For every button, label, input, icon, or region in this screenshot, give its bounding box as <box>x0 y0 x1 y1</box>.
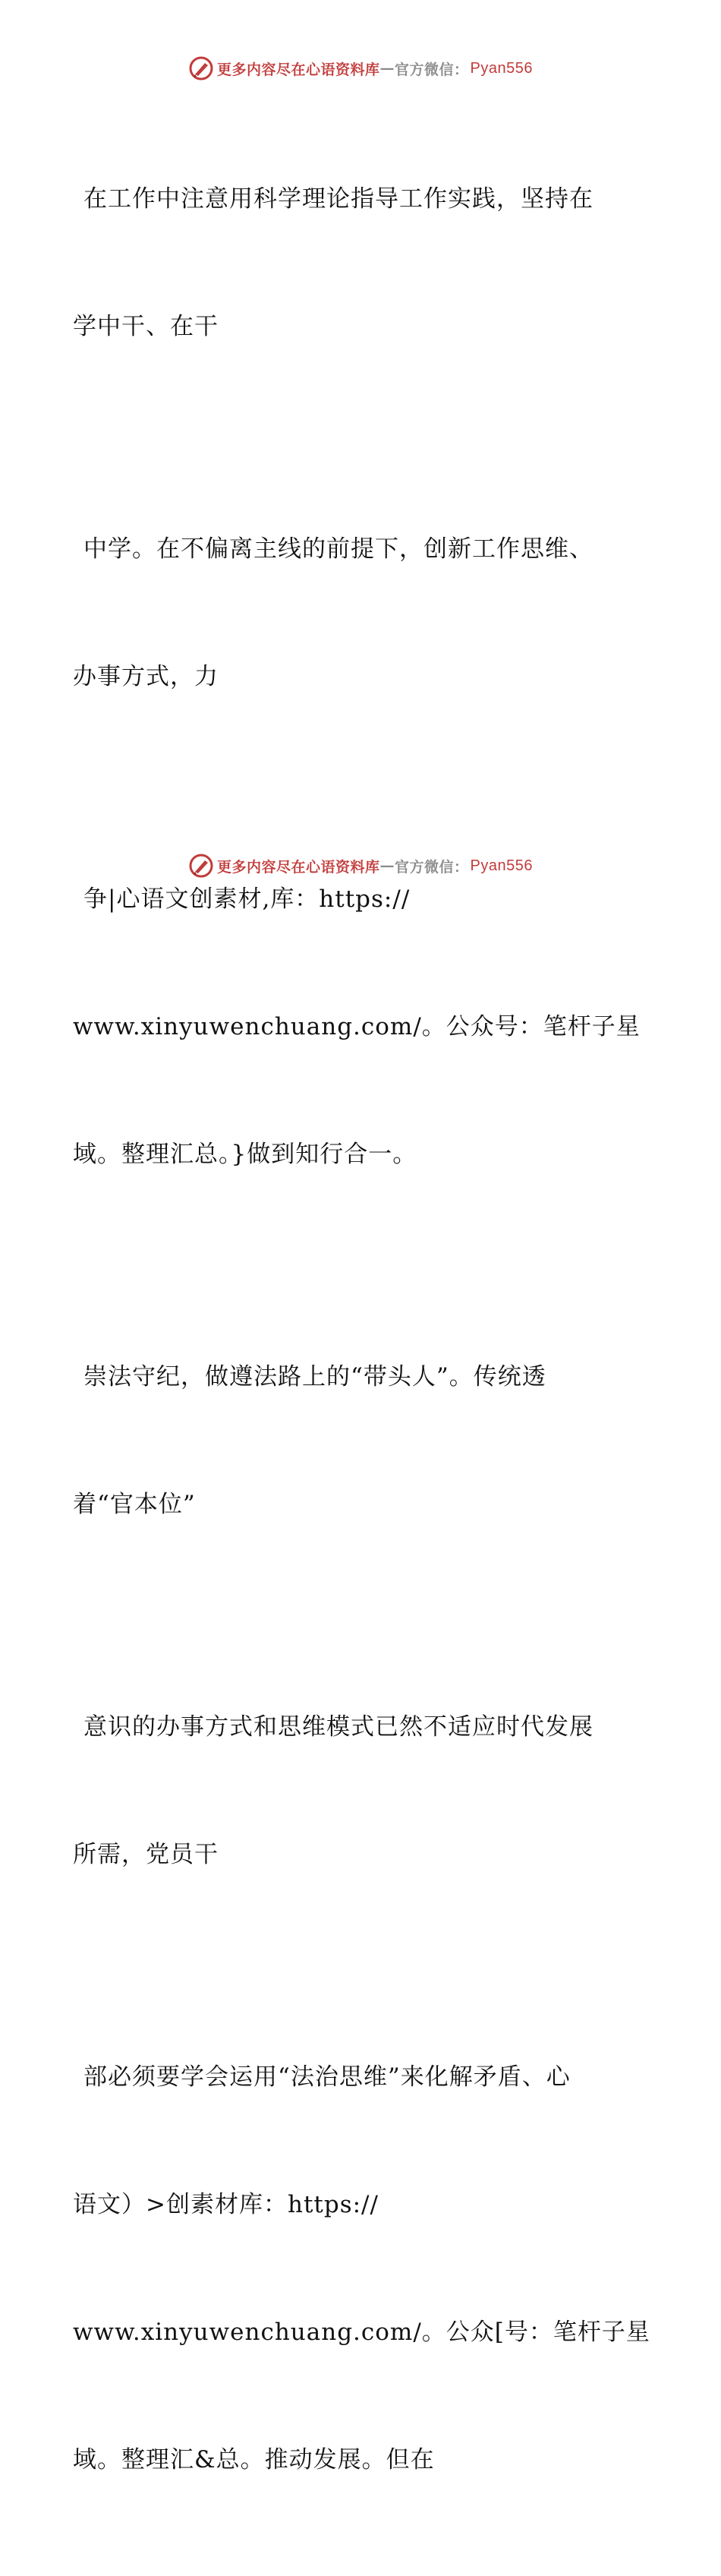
banner-site-text: 更多内容尽在心语资料库 <box>217 61 380 78</box>
paragraph-line: 在工作中注意用科学理论指导工作实践，坚持在 <box>83 185 593 213</box>
paragraph-6 <box>73 1971 650 2566</box>
paragraph-line: www.xinyuwenchuang.com/。公众[号：笔杆子星 <box>73 2319 650 2346</box>
pen-logo-icon <box>188 853 214 879</box>
paragraph-line: 域。整理汇&总。推动发展。但在 <box>73 2446 435 2473</box>
footer-banner <box>0 851 721 881</box>
document-body <box>73 93 650 2576</box>
paragraph-2 <box>73 443 650 783</box>
paragraph-line: 着“官本位” <box>73 1491 196 1518</box>
pen-logo-icon <box>188 55 214 81</box>
banner-dash: — <box>379 857 395 874</box>
paragraph-line: 意识的办事方式和思维模式已然不适应时代发展 <box>83 1713 593 1741</box>
paragraph-5 <box>73 1621 650 1961</box>
banner-dash: — <box>379 60 395 77</box>
paragraph-line: 所需，党员干 <box>73 1841 219 1868</box>
paragraph-line: 崇法守纪，做遵法路上的“带头人”。传统透 <box>83 1363 546 1391</box>
banner-wechat-id: Pyan556 <box>470 59 533 77</box>
banner-site-text: 更多内容尽在心语资料库 <box>217 858 380 876</box>
banner-wechat-label: 官方微信： <box>395 61 469 78</box>
banner-wechat-id: Pyan556 <box>470 857 533 874</box>
banner-wechat-label: 官方微信： <box>395 858 469 876</box>
paragraph-line: 部必须要学会运用“法治思维”来化解矛盾、心 <box>83 2063 571 2091</box>
header-banner <box>0 53 721 84</box>
paragraph-line: 域。整理汇总。}做到知行合一。 <box>73 1141 417 1168</box>
paragraph-line: 中学。在不偏离主线的前提下，创新工作思维、 <box>83 535 593 563</box>
paragraph-4 <box>73 1271 650 1611</box>
paragraph-1 <box>73 93 650 433</box>
paragraph-line: 语文）>创素材库：https:// <box>73 2191 379 2218</box>
paragraph-line: 办事方式，力 <box>73 663 219 690</box>
paragraph-line: 争|心语文创素材,库：https:// <box>83 886 411 913</box>
paragraph-line: 学中干、在干 <box>73 313 219 340</box>
paragraph-line: www.xinyuwenchuang.com/。公众号：笔杆子星 <box>73 1013 641 1040</box>
